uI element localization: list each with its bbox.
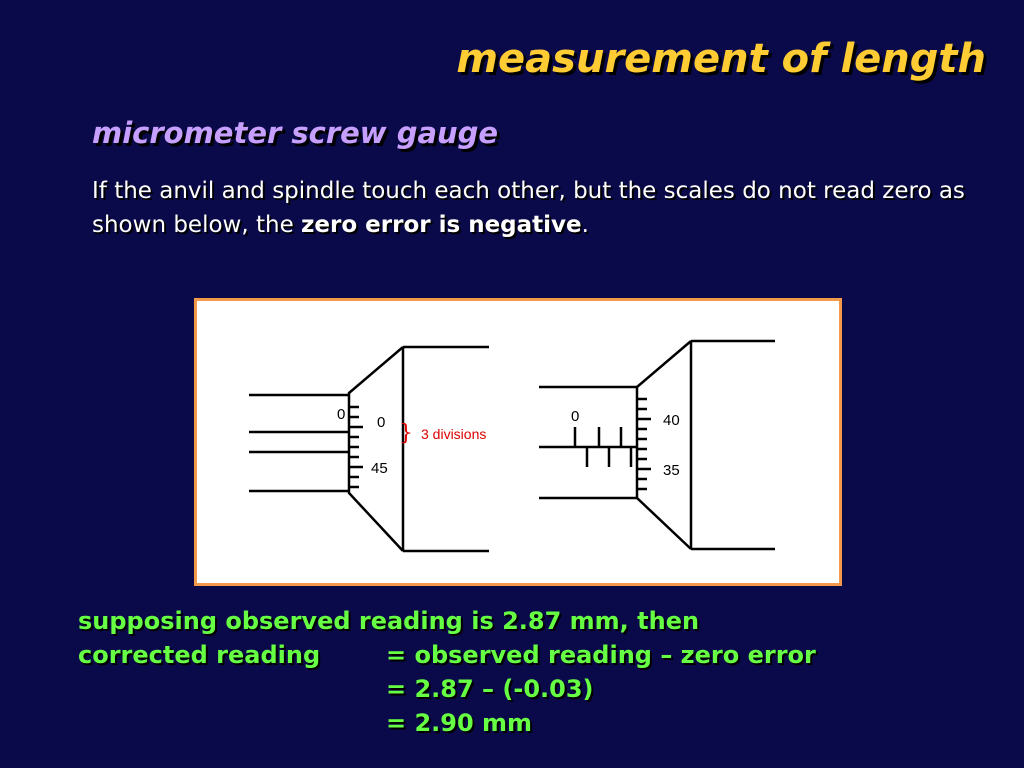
right-thimble-label-35: 35 xyxy=(663,462,680,479)
micrometer-figure xyxy=(194,298,842,586)
micrometer-diagram xyxy=(197,301,839,583)
calc-line-3-value: = 2.87 – (-0.03) xyxy=(386,675,594,703)
left-thimble-label-45: 45 xyxy=(371,460,388,477)
left-thimble-bevel xyxy=(349,347,403,551)
divisions-label: 3 divisions xyxy=(421,426,487,442)
right-sleeve-label: 0 xyxy=(571,408,580,425)
intro-text xyxy=(92,174,972,242)
intro-prefix: If the anvil and spindle touch each other, but the scales do not read zero as shown below, the xyxy=(92,178,965,238)
calc-line-2 xyxy=(78,638,816,672)
right-thimble-label-40: 40 xyxy=(663,412,680,429)
intro-bold: zero error is negative xyxy=(301,212,582,238)
calc-line-1 xyxy=(78,604,699,638)
right-thimble-bevel xyxy=(637,341,691,549)
calc-line-2-value: = observed reading – zero error xyxy=(386,641,816,669)
left-micrometer xyxy=(249,347,489,551)
left-sleeve-label: 0 xyxy=(337,406,346,423)
calc-line-4 xyxy=(78,706,699,740)
right-micrometer xyxy=(539,341,775,549)
calc-line-2-label: corrected reading xyxy=(78,641,321,669)
slide-title: measurement of length xyxy=(456,36,986,82)
calc-line-1-text: supposing observed reading is 2.87 mm, then xyxy=(78,607,700,635)
divisions-brace: } xyxy=(399,421,413,446)
slide-subtitle: micrometer screw gauge xyxy=(92,116,499,150)
calc-line-3 xyxy=(78,672,699,706)
calculation-block xyxy=(78,604,816,740)
left-thimble-label-0: 0 xyxy=(377,414,386,431)
calc-line-4-value: = 2.90 mm xyxy=(386,709,533,737)
intro-suffix: . xyxy=(581,212,589,238)
